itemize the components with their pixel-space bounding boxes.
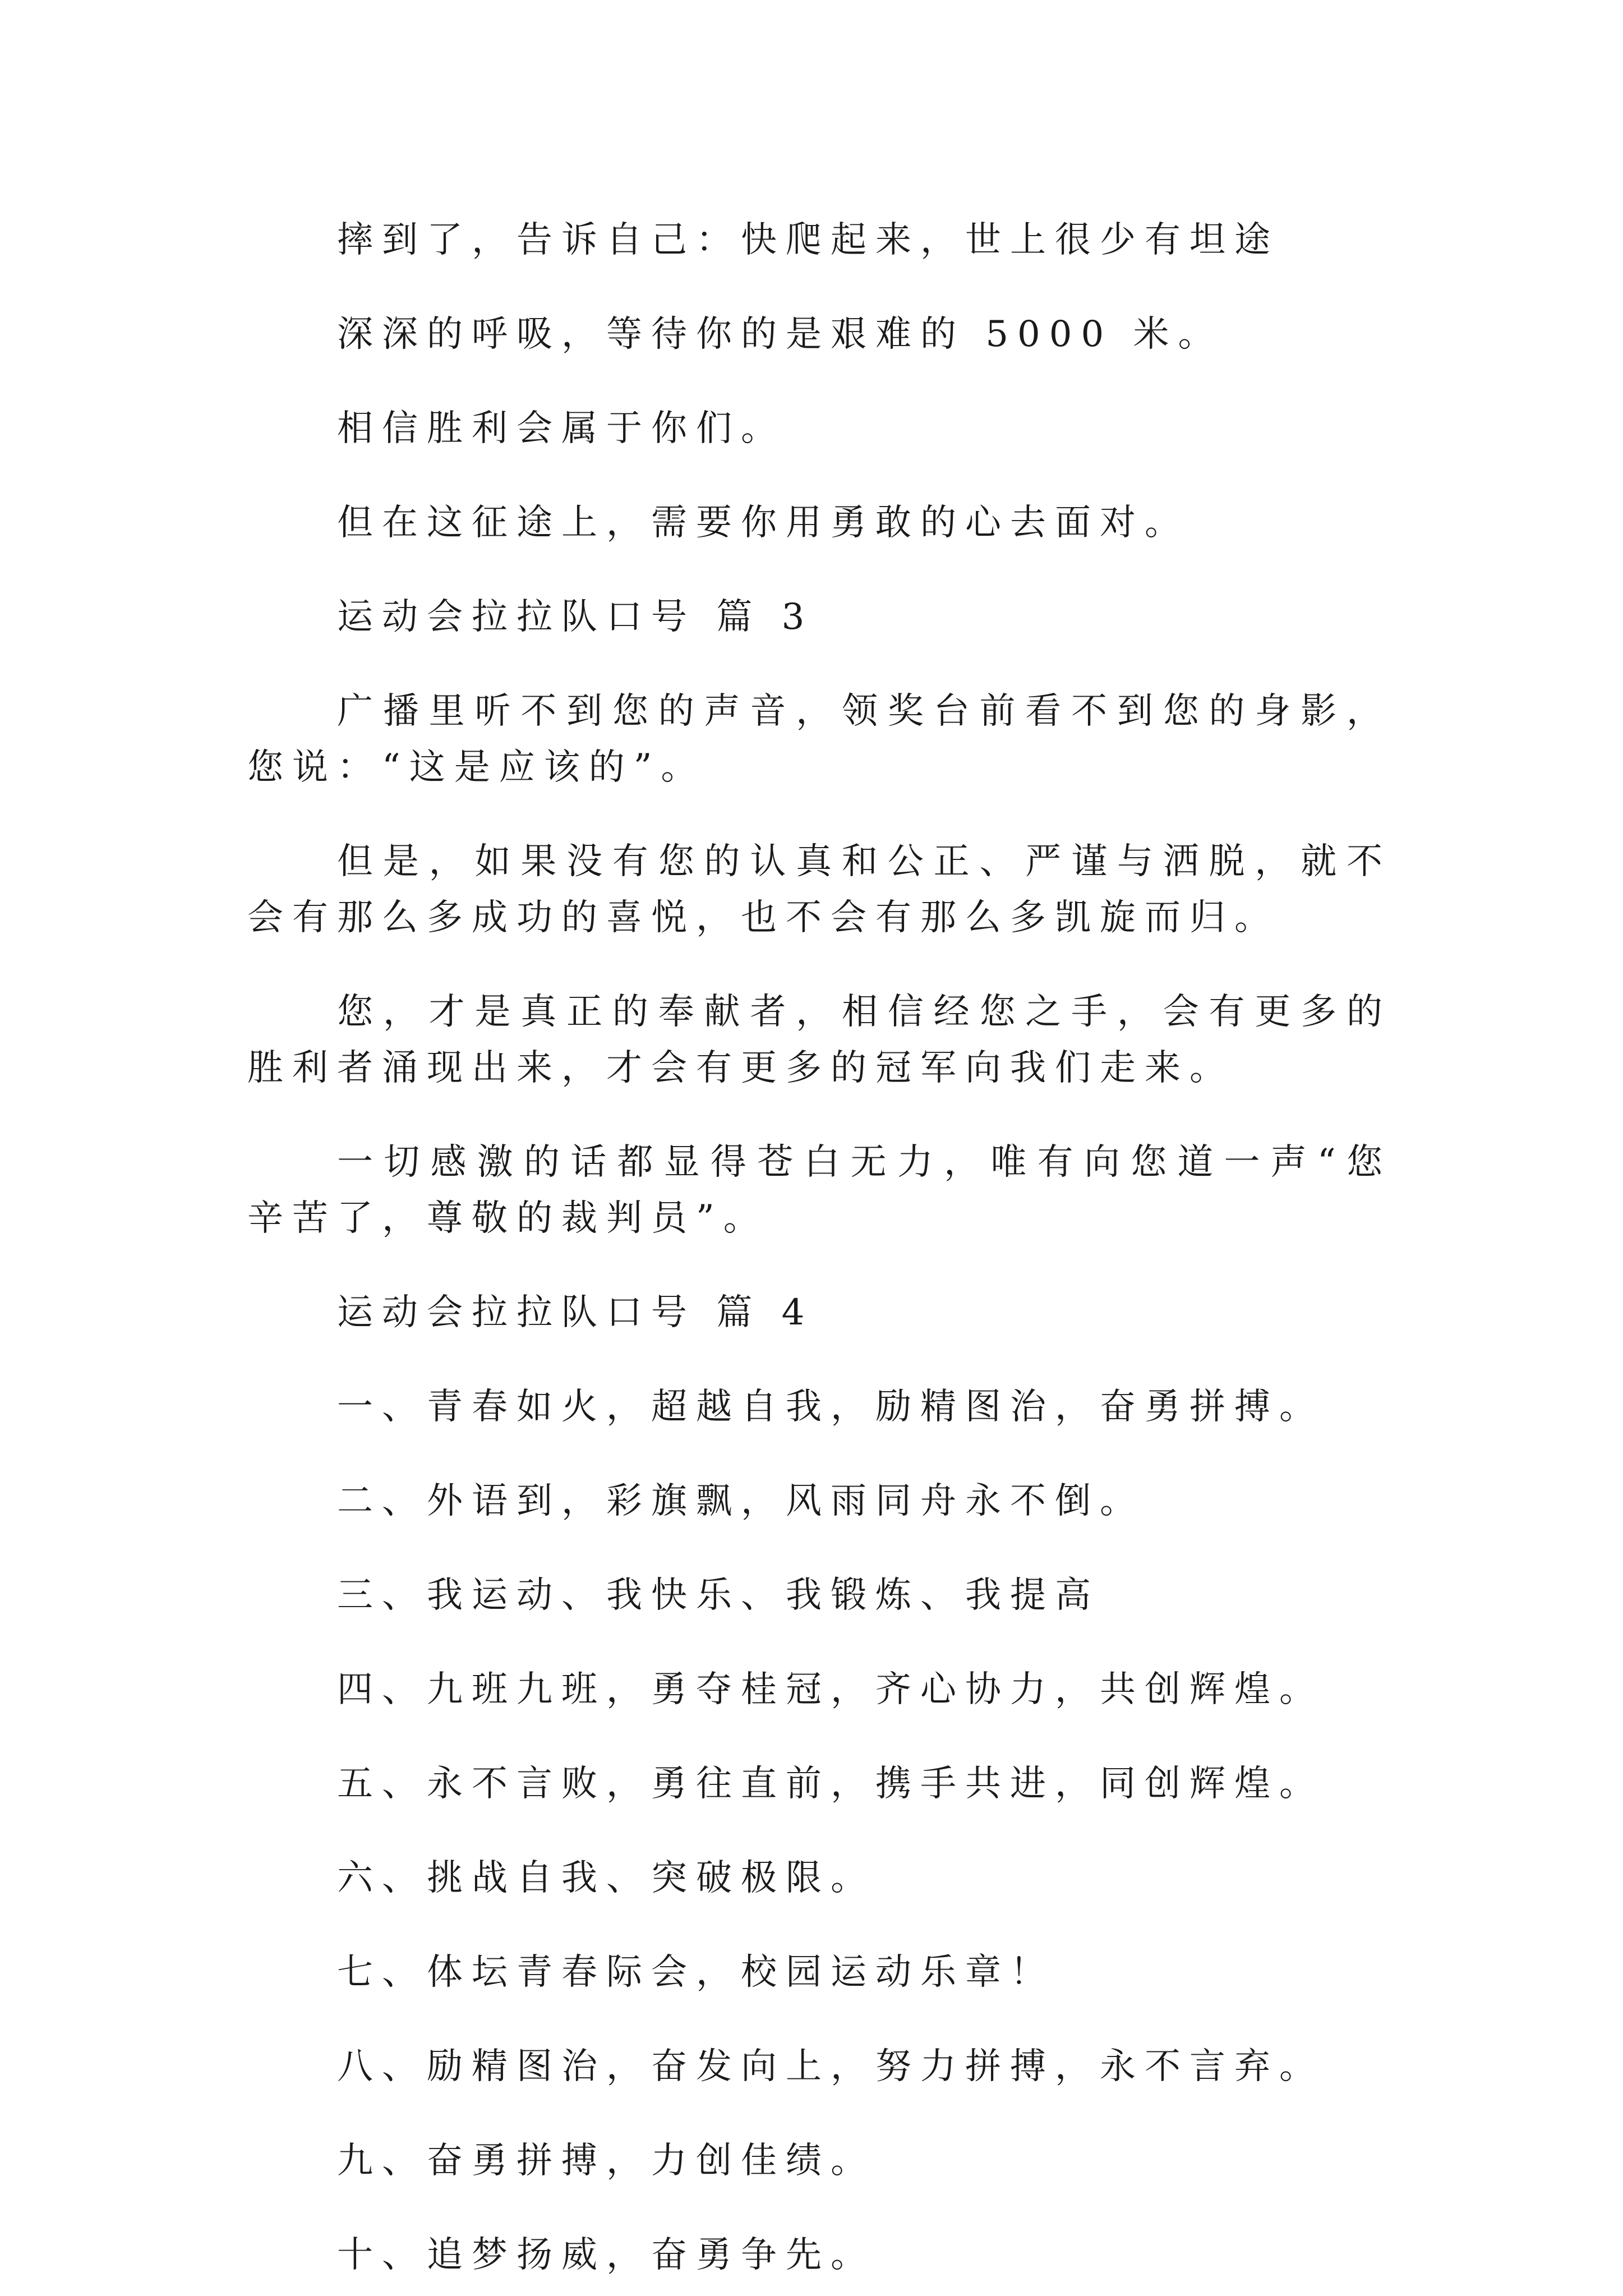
- slogan-item: 二、外语到，彩旗飘，风雨同舟永不倒。: [337, 1480, 1145, 1522]
- slogan-item: 七、体坛青春际会，校园运动乐章！: [337, 1952, 1055, 1993]
- slogan-item: 三、我运动、我快乐、我锻炼、我提高: [337, 1575, 1100, 1616]
- slogan-item: 五、永不言败，勇往直前，携手共进，同创辉煌。: [337, 1763, 1324, 1805]
- section-heading-4: 运动会拉拉队口号 篇 4: [337, 1292, 814, 1333]
- slogan-item: 十、追梦扬威，奋勇争先。: [337, 2234, 875, 2276]
- text-line: 但在这征途上，需要你用勇敢的心去面对。: [337, 502, 1189, 544]
- slogan-item: 六、挑战自我、突破极限。: [337, 1857, 875, 1899]
- text-line: 摔到了，告诉自己：快爬起来，世上很少有坦途: [337, 219, 1279, 261]
- text-line: 相信胜利会属于你们。: [337, 408, 786, 449]
- slogan-item: 一、青春如火，超越自我，励精图治，奋勇拼搏。: [337, 1386, 1324, 1428]
- paragraph: 但是，如果没有您的认真和公正、严谨与洒脱，就不会有那么多成功的喜悦，也不会有那么多凯旋而归。: [247, 841, 1391, 938]
- slogan-item: 九、奋勇拼搏，力创佳绩。: [337, 2140, 875, 2182]
- paragraph: 广播里听不到您的声音，领奖台前看不到您的身影，您说：“这是应该的”。: [247, 691, 1391, 788]
- slogan-item: 八、励精图治，奋发向上，努力拼搏，永不言弃。: [337, 2046, 1324, 2087]
- paragraph: 您，才是真正的奉献者，相信经您之手，会有更多的胜利者涌现出来，才会有更多的冠军向我们走来。: [247, 991, 1391, 1089]
- section-heading-3: 运动会拉拉队口号 篇 3: [337, 596, 814, 638]
- document-body: [247, 212, 1391, 2283]
- paragraph: 一切感激的话都显得苍白无力，唯有向您道一声“您辛苦了，尊敬的裁判员”。: [247, 1142, 1391, 1239]
- text-line: 深深的呼吸，等待你的是艰难的 5000 米。: [337, 314, 1223, 355]
- slogan-item: 四、九班九班，勇夺桂冠，齐心协力，共创辉煌。: [337, 1669, 1324, 1710]
